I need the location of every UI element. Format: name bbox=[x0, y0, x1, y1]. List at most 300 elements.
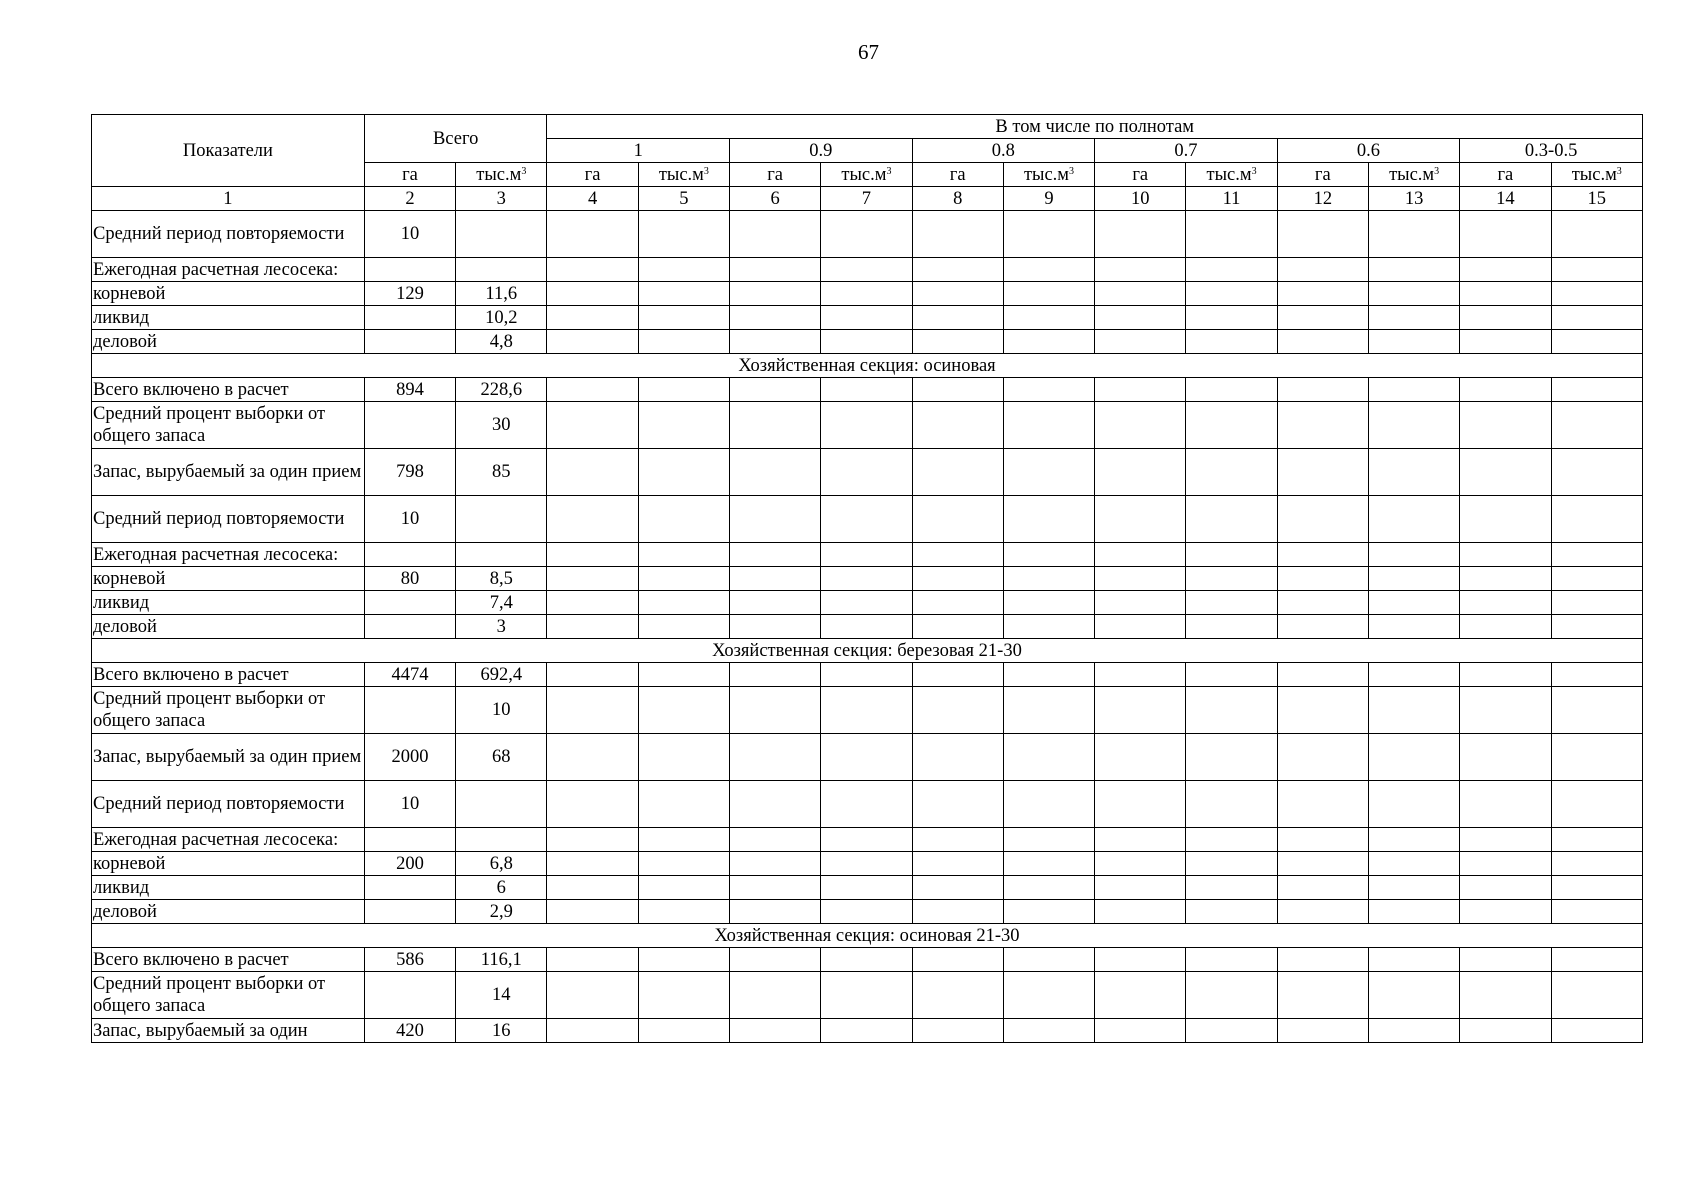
lesoseka-table bbox=[91, 114, 1643, 1043]
empty-cell bbox=[1551, 258, 1642, 282]
empty-cell bbox=[821, 781, 912, 828]
empty-cell bbox=[821, 663, 912, 687]
table-row bbox=[92, 828, 1643, 852]
empty-cell bbox=[1095, 567, 1186, 591]
total-vol-cell bbox=[456, 496, 547, 543]
empty-cell bbox=[729, 543, 820, 567]
total-vol-cell: 10,2 bbox=[456, 306, 547, 330]
total-ha-cell: 4474 bbox=[364, 663, 455, 687]
empty-cell bbox=[1186, 828, 1277, 852]
empty-cell bbox=[1095, 615, 1186, 639]
table-row bbox=[92, 781, 1643, 828]
empty-cell bbox=[1003, 781, 1094, 828]
row-label: Запас, вырубаемый за один bbox=[92, 1019, 365, 1043]
empty-cell bbox=[1277, 876, 1368, 900]
empty-cell bbox=[912, 543, 1003, 567]
empty-cell bbox=[1551, 734, 1642, 781]
empty-cell bbox=[638, 258, 729, 282]
empty-cell bbox=[1368, 687, 1459, 734]
empty-cell bbox=[912, 687, 1003, 734]
empty-cell bbox=[1186, 402, 1277, 449]
empty-cell bbox=[1460, 852, 1551, 876]
empty-cell bbox=[729, 948, 820, 972]
total-vol-cell: 6 bbox=[456, 876, 547, 900]
empty-cell bbox=[1186, 306, 1277, 330]
empty-cell bbox=[1368, 663, 1459, 687]
table-row bbox=[92, 449, 1643, 496]
empty-cell bbox=[1368, 496, 1459, 543]
empty-cell bbox=[1368, 306, 1459, 330]
column-number: 11 bbox=[1186, 187, 1277, 211]
table-row bbox=[92, 543, 1643, 567]
empty-cell bbox=[1551, 449, 1642, 496]
empty-cell bbox=[1368, 852, 1459, 876]
empty-cell bbox=[729, 615, 820, 639]
total-ha-cell bbox=[364, 591, 455, 615]
empty-cell bbox=[1095, 258, 1186, 282]
header-density: 0.6 bbox=[1277, 139, 1460, 163]
empty-cell bbox=[1460, 900, 1551, 924]
empty-cell bbox=[912, 449, 1003, 496]
empty-cell bbox=[1368, 330, 1459, 354]
empty-cell bbox=[729, 258, 820, 282]
empty-cell bbox=[1551, 282, 1642, 306]
row-label: Средний процент выборки от общего запаса bbox=[92, 972, 365, 1019]
empty-cell bbox=[1186, 781, 1277, 828]
empty-cell bbox=[1368, 258, 1459, 282]
total-ha-cell bbox=[364, 306, 455, 330]
empty-cell bbox=[821, 1019, 912, 1043]
empty-cell bbox=[1551, 402, 1642, 449]
empty-cell bbox=[638, 591, 729, 615]
row-label: ликвид bbox=[92, 591, 365, 615]
empty-cell bbox=[821, 615, 912, 639]
empty-cell bbox=[638, 496, 729, 543]
empty-cell bbox=[638, 734, 729, 781]
total-ha-cell bbox=[364, 687, 455, 734]
empty-cell bbox=[638, 1019, 729, 1043]
empty-cell bbox=[1277, 258, 1368, 282]
empty-cell bbox=[1551, 306, 1642, 330]
column-number: 14 bbox=[1460, 187, 1551, 211]
row-label: Ежегодная расчетная лесосека: bbox=[92, 828, 365, 852]
total-ha-cell: 420 bbox=[364, 1019, 455, 1043]
empty-cell bbox=[547, 852, 638, 876]
empty-cell bbox=[821, 567, 912, 591]
empty-cell bbox=[547, 282, 638, 306]
empty-cell bbox=[1095, 687, 1186, 734]
row-label: Средний период повторяемости bbox=[92, 211, 365, 258]
empty-cell bbox=[821, 972, 912, 1019]
unit-vol bbox=[1003, 163, 1094, 187]
empty-cell bbox=[1003, 211, 1094, 258]
section-title: Хозяйственная секция: осиновая bbox=[92, 354, 1643, 378]
empty-cell bbox=[912, 496, 1003, 543]
table-row bbox=[92, 948, 1643, 972]
empty-cell bbox=[1003, 258, 1094, 282]
empty-cell bbox=[1277, 852, 1368, 876]
total-ha-cell: 894 bbox=[364, 378, 455, 402]
empty-cell bbox=[1186, 663, 1277, 687]
row-label: корневой bbox=[92, 567, 365, 591]
header-indicators: Показатели bbox=[92, 115, 365, 187]
empty-cell bbox=[912, 663, 1003, 687]
empty-cell bbox=[1186, 852, 1277, 876]
empty-cell bbox=[1186, 258, 1277, 282]
empty-cell bbox=[1095, 378, 1186, 402]
empty-cell bbox=[638, 972, 729, 1019]
unit-vol-text: тыс.м bbox=[1389, 164, 1435, 185]
empty-cell bbox=[1095, 876, 1186, 900]
empty-cell bbox=[1277, 734, 1368, 781]
unit-vol bbox=[821, 163, 912, 187]
empty-cell bbox=[1368, 948, 1459, 972]
empty-cell bbox=[1003, 972, 1094, 1019]
total-vol-cell: 7,4 bbox=[456, 591, 547, 615]
empty-cell bbox=[1551, 211, 1642, 258]
row-label: корневой bbox=[92, 852, 365, 876]
empty-cell bbox=[1095, 449, 1186, 496]
empty-cell bbox=[1095, 948, 1186, 972]
empty-cell bbox=[547, 258, 638, 282]
total-ha-cell bbox=[364, 615, 455, 639]
total-ha-cell: 586 bbox=[364, 948, 455, 972]
empty-cell bbox=[821, 211, 912, 258]
empty-cell bbox=[638, 330, 729, 354]
empty-cell bbox=[547, 330, 638, 354]
empty-cell bbox=[821, 282, 912, 306]
total-vol-cell bbox=[456, 211, 547, 258]
empty-cell bbox=[729, 734, 820, 781]
total-vol-cell: 8,5 bbox=[456, 567, 547, 591]
empty-cell bbox=[1551, 496, 1642, 543]
empty-cell bbox=[912, 900, 1003, 924]
empty-cell bbox=[1186, 734, 1277, 781]
empty-cell bbox=[912, 948, 1003, 972]
empty-cell bbox=[1186, 496, 1277, 543]
empty-cell bbox=[821, 378, 912, 402]
table-row bbox=[92, 306, 1643, 330]
unit-ha: га bbox=[729, 163, 820, 187]
empty-cell bbox=[1003, 282, 1094, 306]
empty-cell bbox=[912, 734, 1003, 781]
empty-cell bbox=[1368, 591, 1459, 615]
empty-cell bbox=[638, 687, 729, 734]
column-number: 10 bbox=[1095, 187, 1186, 211]
empty-cell bbox=[638, 402, 729, 449]
empty-cell bbox=[729, 306, 820, 330]
empty-cell bbox=[1003, 852, 1094, 876]
unit-vol-text: тыс.м bbox=[841, 164, 887, 185]
empty-cell bbox=[1277, 449, 1368, 496]
empty-cell bbox=[1460, 282, 1551, 306]
empty-cell bbox=[1551, 852, 1642, 876]
empty-cell bbox=[1095, 282, 1186, 306]
unit-vol-text: тыс.м bbox=[1206, 164, 1252, 185]
total-ha-cell bbox=[364, 543, 455, 567]
total-vol-cell: 228,6 bbox=[456, 378, 547, 402]
empty-cell bbox=[821, 852, 912, 876]
table-row bbox=[92, 258, 1643, 282]
total-vol-cell: 16 bbox=[456, 1019, 547, 1043]
unit-vol-sup: 3 bbox=[1616, 165, 1622, 177]
empty-cell bbox=[1551, 663, 1642, 687]
row-label: Средний период повторяемости bbox=[92, 781, 365, 828]
empty-cell bbox=[1003, 567, 1094, 591]
total-vol-cell: 85 bbox=[456, 449, 547, 496]
empty-cell bbox=[1095, 211, 1186, 258]
empty-cell bbox=[1003, 663, 1094, 687]
empty-cell bbox=[1095, 852, 1186, 876]
empty-cell bbox=[547, 543, 638, 567]
empty-cell bbox=[1277, 402, 1368, 449]
empty-cell bbox=[638, 306, 729, 330]
empty-cell bbox=[821, 876, 912, 900]
column-number: 6 bbox=[729, 187, 820, 211]
empty-cell bbox=[729, 449, 820, 496]
empty-cell bbox=[821, 828, 912, 852]
empty-cell bbox=[1460, 876, 1551, 900]
table-row bbox=[92, 330, 1643, 354]
empty-cell bbox=[729, 496, 820, 543]
empty-cell bbox=[1003, 543, 1094, 567]
empty-cell bbox=[1551, 378, 1642, 402]
empty-cell bbox=[1368, 402, 1459, 449]
row-label: Всего включено в расчет bbox=[92, 948, 365, 972]
empty-cell bbox=[1095, 591, 1186, 615]
empty-cell bbox=[729, 378, 820, 402]
total-ha-cell: 10 bbox=[364, 496, 455, 543]
section-title: Хозяйственная секция: осиновая 21-30 bbox=[92, 924, 1643, 948]
empty-cell bbox=[821, 543, 912, 567]
empty-cell bbox=[547, 663, 638, 687]
empty-cell bbox=[1186, 449, 1277, 496]
column-number: 4 bbox=[547, 187, 638, 211]
empty-cell bbox=[1186, 330, 1277, 354]
empty-cell bbox=[821, 258, 912, 282]
empty-cell bbox=[1460, 591, 1551, 615]
empty-cell bbox=[1186, 876, 1277, 900]
table-row bbox=[92, 663, 1643, 687]
row-label: деловой bbox=[92, 615, 365, 639]
empty-cell bbox=[638, 948, 729, 972]
empty-cell bbox=[547, 567, 638, 591]
unit-vol bbox=[638, 163, 729, 187]
total-vol-cell: 68 bbox=[456, 734, 547, 781]
empty-cell bbox=[1368, 211, 1459, 258]
empty-cell bbox=[729, 687, 820, 734]
empty-cell bbox=[638, 900, 729, 924]
unit-vol-text: тыс.м bbox=[1571, 164, 1617, 185]
section-title: Хозяйственная секция: березовая 21-30 bbox=[92, 639, 1643, 663]
empty-cell bbox=[1003, 828, 1094, 852]
total-vol-cell: 11,6 bbox=[456, 282, 547, 306]
empty-cell bbox=[1460, 258, 1551, 282]
empty-cell bbox=[1368, 378, 1459, 402]
empty-cell bbox=[1277, 591, 1368, 615]
empty-cell bbox=[1186, 615, 1277, 639]
column-number: 9 bbox=[1003, 187, 1094, 211]
empty-cell bbox=[1003, 900, 1094, 924]
total-ha-cell bbox=[364, 258, 455, 282]
empty-cell bbox=[1460, 402, 1551, 449]
table-row bbox=[92, 496, 1643, 543]
empty-cell bbox=[547, 1019, 638, 1043]
empty-cell bbox=[912, 591, 1003, 615]
empty-cell bbox=[547, 972, 638, 1019]
empty-cell bbox=[821, 306, 912, 330]
empty-cell bbox=[1368, 781, 1459, 828]
unit-vol-sup: 3 bbox=[703, 165, 709, 177]
empty-cell bbox=[1277, 687, 1368, 734]
empty-cell bbox=[821, 330, 912, 354]
empty-cell bbox=[1277, 330, 1368, 354]
empty-cell bbox=[1277, 543, 1368, 567]
empty-cell bbox=[729, 781, 820, 828]
unit-ha: га bbox=[1277, 163, 1368, 187]
empty-cell bbox=[1277, 900, 1368, 924]
empty-cell bbox=[1460, 948, 1551, 972]
header-row-column-numbers bbox=[92, 187, 1643, 211]
column-number: 2 bbox=[364, 187, 455, 211]
empty-cell bbox=[1277, 496, 1368, 543]
table-row bbox=[92, 567, 1643, 591]
empty-cell bbox=[1186, 948, 1277, 972]
section-row bbox=[92, 354, 1643, 378]
empty-cell bbox=[729, 900, 820, 924]
empty-cell bbox=[821, 948, 912, 972]
total-vol-cell: 2,9 bbox=[456, 900, 547, 924]
empty-cell bbox=[547, 828, 638, 852]
empty-cell bbox=[1368, 543, 1459, 567]
empty-cell bbox=[1095, 900, 1186, 924]
empty-cell bbox=[638, 449, 729, 496]
total-vol-cell: 6,8 bbox=[456, 852, 547, 876]
empty-cell bbox=[1095, 496, 1186, 543]
header-density: 0.9 bbox=[729, 139, 912, 163]
unit-vol-text: тыс.м bbox=[1023, 164, 1069, 185]
empty-cell bbox=[547, 687, 638, 734]
empty-cell bbox=[912, 615, 1003, 639]
empty-cell bbox=[547, 781, 638, 828]
empty-cell bbox=[1277, 828, 1368, 852]
empty-cell bbox=[1277, 663, 1368, 687]
empty-cell bbox=[912, 306, 1003, 330]
empty-cell bbox=[1551, 543, 1642, 567]
unit-ha: га bbox=[912, 163, 1003, 187]
column-number: 13 bbox=[1368, 187, 1459, 211]
table-row bbox=[92, 852, 1643, 876]
empty-cell bbox=[1003, 496, 1094, 543]
empty-cell bbox=[1551, 876, 1642, 900]
empty-cell bbox=[1003, 306, 1094, 330]
unit-vol-sup: 3 bbox=[1251, 165, 1257, 177]
column-number: 7 bbox=[821, 187, 912, 211]
total-vol-cell bbox=[456, 543, 547, 567]
empty-cell bbox=[638, 378, 729, 402]
empty-cell bbox=[729, 330, 820, 354]
column-number: 8 bbox=[912, 187, 1003, 211]
empty-cell bbox=[547, 402, 638, 449]
unit-ha: га bbox=[364, 163, 455, 187]
empty-cell bbox=[1460, 211, 1551, 258]
empty-cell bbox=[547, 876, 638, 900]
empty-cell bbox=[547, 449, 638, 496]
row-label: Ежегодная расчетная лесосека: bbox=[92, 543, 365, 567]
empty-cell bbox=[1186, 567, 1277, 591]
total-ha-cell bbox=[364, 402, 455, 449]
empty-cell bbox=[1551, 828, 1642, 852]
total-vol-cell: 692,4 bbox=[456, 663, 547, 687]
total-ha-cell: 80 bbox=[364, 567, 455, 591]
empty-cell bbox=[821, 687, 912, 734]
unit-ha: га bbox=[1095, 163, 1186, 187]
unit-ha: га bbox=[1460, 163, 1551, 187]
empty-cell bbox=[821, 591, 912, 615]
column-number: 3 bbox=[456, 187, 547, 211]
empty-cell bbox=[1095, 828, 1186, 852]
row-label: Всего включено в расчет bbox=[92, 663, 365, 687]
empty-cell bbox=[1003, 876, 1094, 900]
empty-cell bbox=[1277, 378, 1368, 402]
empty-cell bbox=[1186, 1019, 1277, 1043]
unit-vol bbox=[456, 163, 547, 187]
table-row bbox=[92, 615, 1643, 639]
empty-cell bbox=[1460, 330, 1551, 354]
empty-cell bbox=[912, 876, 1003, 900]
empty-cell bbox=[912, 1019, 1003, 1043]
row-label: Средний процент выборки от общего запаса bbox=[92, 687, 365, 734]
empty-cell bbox=[1368, 734, 1459, 781]
empty-cell bbox=[1277, 781, 1368, 828]
column-number: 12 bbox=[1277, 187, 1368, 211]
total-ha-cell: 798 bbox=[364, 449, 455, 496]
header-by-density: В том числе по полнотам bbox=[547, 115, 1643, 139]
empty-cell bbox=[1186, 591, 1277, 615]
empty-cell bbox=[1095, 402, 1186, 449]
empty-cell bbox=[729, 282, 820, 306]
empty-cell bbox=[1460, 1019, 1551, 1043]
total-vol-cell: 3 bbox=[456, 615, 547, 639]
empty-cell bbox=[729, 591, 820, 615]
empty-cell bbox=[1095, 543, 1186, 567]
empty-cell bbox=[1460, 781, 1551, 828]
empty-cell bbox=[912, 330, 1003, 354]
total-ha-cell: 10 bbox=[364, 781, 455, 828]
empty-cell bbox=[638, 211, 729, 258]
empty-cell bbox=[1551, 781, 1642, 828]
row-label: Ежегодная расчетная лесосека: bbox=[92, 258, 365, 282]
empty-cell bbox=[1003, 449, 1094, 496]
empty-cell bbox=[1003, 948, 1094, 972]
empty-cell bbox=[1460, 496, 1551, 543]
empty-cell bbox=[547, 615, 638, 639]
empty-cell bbox=[1460, 972, 1551, 1019]
empty-cell bbox=[1003, 734, 1094, 781]
empty-cell bbox=[1186, 378, 1277, 402]
total-ha-cell bbox=[364, 828, 455, 852]
page-number: 67 bbox=[858, 40, 879, 64]
empty-cell bbox=[729, 1019, 820, 1043]
empty-cell bbox=[547, 734, 638, 781]
empty-cell bbox=[912, 781, 1003, 828]
empty-cell bbox=[912, 567, 1003, 591]
unit-ha: га bbox=[547, 163, 638, 187]
empty-cell bbox=[1368, 615, 1459, 639]
empty-cell bbox=[547, 900, 638, 924]
row-label: Запас, вырубаемый за один прием bbox=[92, 734, 365, 781]
empty-cell bbox=[1277, 1019, 1368, 1043]
